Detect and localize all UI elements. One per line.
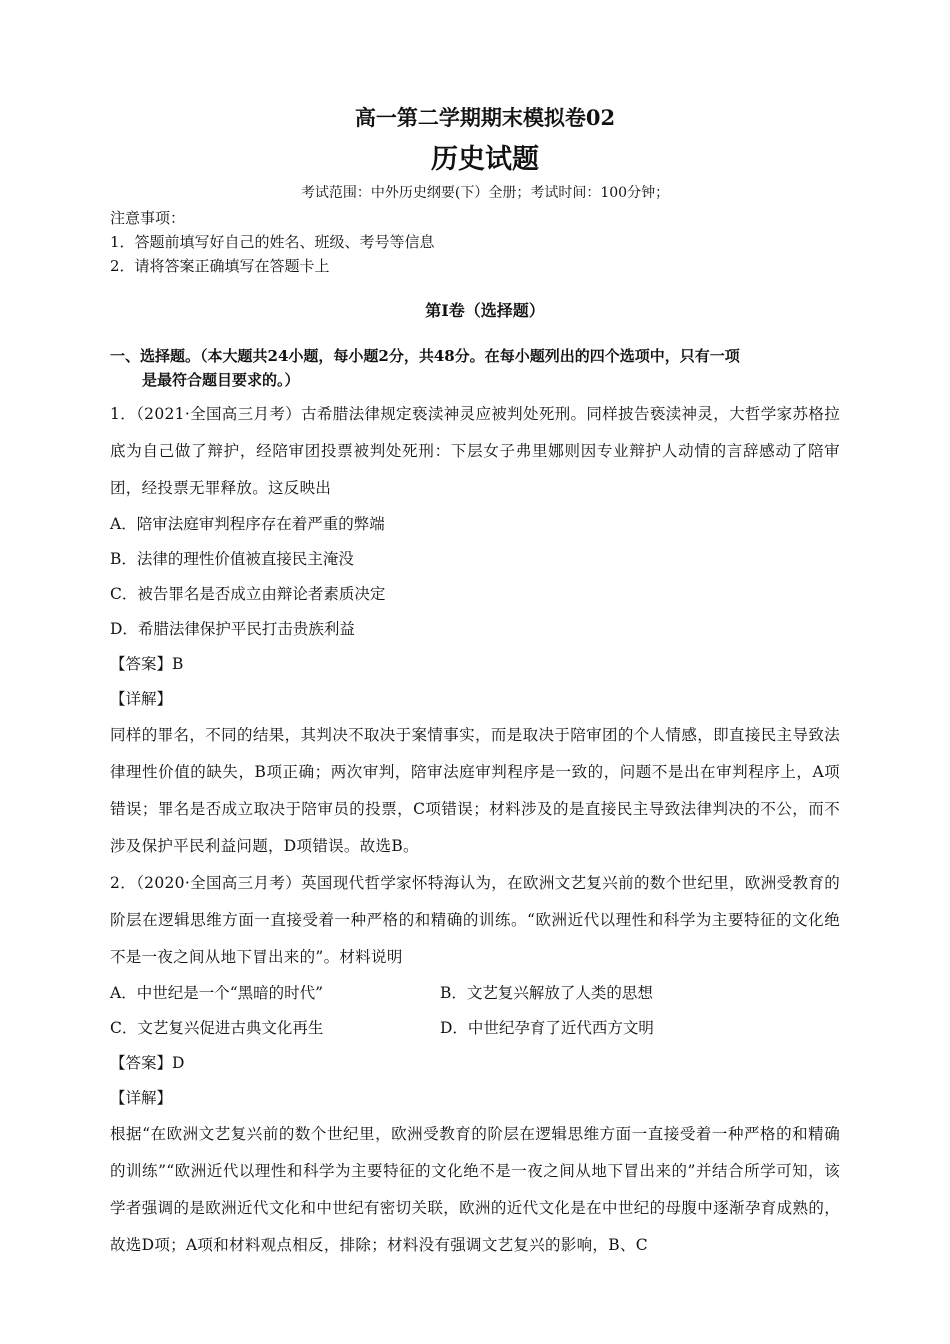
section-title: 第Ⅰ卷（选择题） (425, 301, 545, 320)
subject-title: 历史试题 (431, 144, 539, 175)
notes-heading: 注意事项： (110, 209, 186, 227)
question-2 (110, 865, 840, 1264)
exam-scope: 考试范围：中外历史纲要(下）全册；考试时间：100分钟； (300, 185, 670, 201)
notes-item: 2．请将答案正确填写在答题卡上 (110, 257, 330, 275)
options-row (110, 976, 840, 1011)
notes-item: 1．答题前填写好自己的姓名、班级、考号等信息 (110, 233, 435, 251)
option-c: C．文艺复兴促进古典文化再生 (110, 1019, 324, 1037)
option-a: A．中世纪是一个“黑暗的时代” (110, 984, 324, 1002)
options-row (110, 1011, 840, 1046)
explanation: 根据“在欧洲文艺复兴前的数个世纪里，欧洲受教育的阶层在逻辑思维方面一直接受着一种严格的和精确的训练”“欧洲近代以理性和科学为主要特征的文化绝不是一夜之间从地下冒出来的”并结合所学可知，该学者强调的是欧洲近代文化和中世纪有密切关联，欧洲的近代文化是在中世纪的母腹中逐渐孕育成熟的，故选D项；A项和材料观点相反，排除；材料没有强调文艺复兴的影响，B、C (110, 1125, 840, 1254)
option-b: B．文艺复兴解放了人类的思想 (440, 984, 653, 1002)
option-c: C．被告罪名是否成立由辩论者素质决定 (110, 585, 386, 603)
question-stem: 1．（2021·全国高三月考）古希腊法律规定亵渎神灵应被判处死刑。同样披告亵渎神灵，大哲学家苏格拉底为自己做了辩护，经陪审团投票被判处死刑：下层女子弗里娜则因专业辩护人动情的言辞感动了陪审团，经投票无罪释放。这反映出 (110, 405, 840, 497)
explain-label: 【详解】 (110, 1089, 173, 1107)
answer: 【答案】B (110, 655, 184, 673)
option-d: D．希腊法律保护平民打击贵族利益 (110, 620, 355, 638)
question-1 (110, 396, 840, 865)
question-stem: 2．（2020·全国高三月考）英国现代哲学家怀特海认为，在欧洲文艺复兴前的数个世纪里，欧洲受教育的阶层在逻辑思维方面一直接受着一种严格的和精确的训练。“欧洲近代以理性和科学为主要特征的文化绝不是一夜之间从地下冒出来的”。材料说明 (110, 874, 840, 966)
option-b: B．法律的理性价值被直接民主淹没 (110, 550, 354, 568)
explanation: 同样的罪名，不同的结果，其判决不取决于案情事实，而是取决于陪审团的个人情感，即直接民主导致法律理性价值的缺失，B项正确；两次审判，陪审法庭审判程序是一致的，问题不是出在审判程序上，A项错误；罪名是否成立取决于陪审员的投票，C项错误；材料涉及的是直接民主导致法律判决的不公，而不涉及保护平民利益问题，D项错误。故选B。 (110, 726, 840, 855)
answer: 【答案】D (110, 1054, 185, 1072)
explain-label: 【详解】 (110, 690, 173, 708)
option-d: D．中世纪孕育了近代西方文明 (440, 1019, 654, 1037)
notes (110, 206, 840, 278)
exam-page (110, 100, 840, 1264)
instruction-line: 是最符合题目要求的。） (142, 371, 300, 389)
exam-title: 高一第二学期期末模拟卷02 (354, 105, 616, 130)
instruction-line: 一、选择题。（本大题共24小题，每小题2分，共48分。在每小题列出的四个选项中，只有一项 (110, 347, 740, 365)
section-instruction (110, 344, 840, 392)
option-a: A．陪审法庭审判程序存在着严重的弊端 (110, 515, 385, 533)
